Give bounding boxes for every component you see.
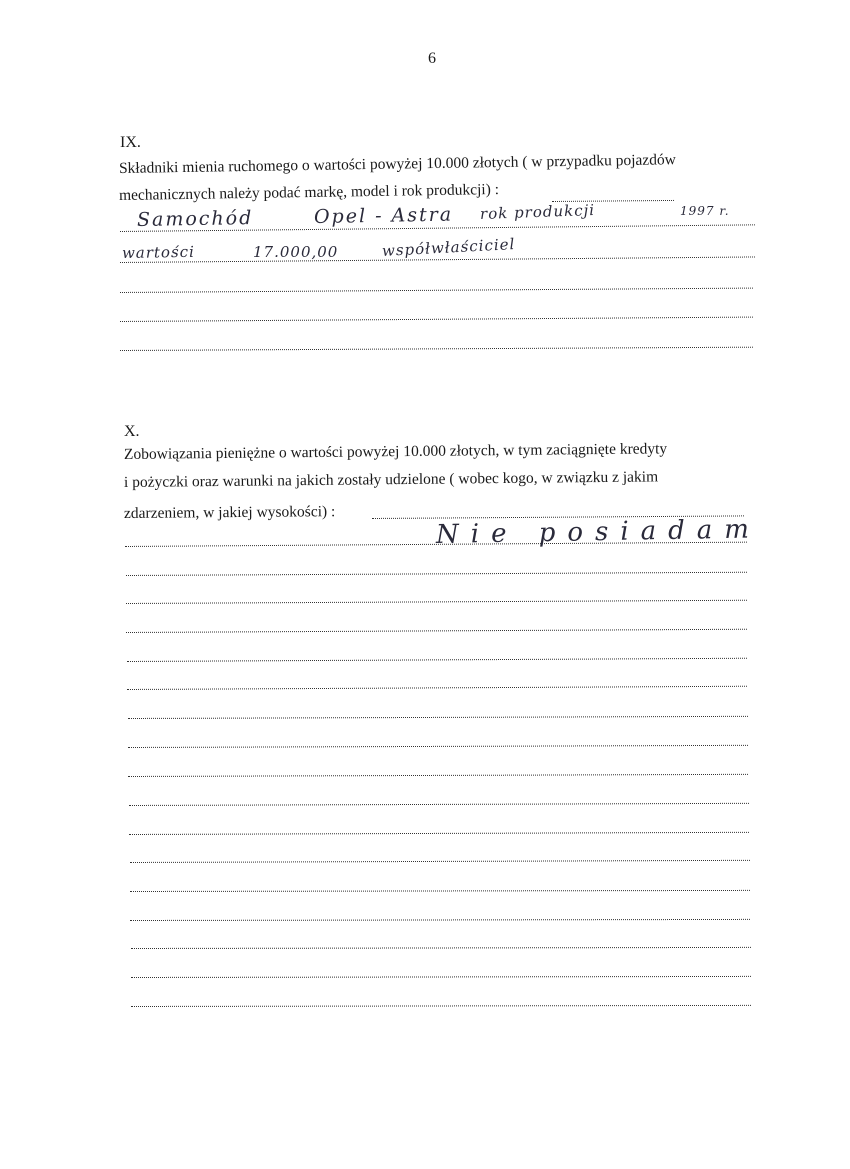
section-ix-text-line-1: Składniki mienia ruchomego o wartości powyżej 10.000 złotych ( w przypadku pojazdów [118, 151, 677, 177]
handwritten-year: 1997 r. [680, 204, 730, 218]
answer-dotted-line [131, 976, 751, 978]
section-ix-title: IX. [120, 134, 141, 151]
handwritten-value-label: wartości [121, 242, 196, 262]
answer-dotted-line [131, 947, 751, 949]
answer-dotted-line [120, 288, 753, 293]
answer-dotted-line [126, 629, 747, 633]
answer-dotted-line [128, 716, 748, 719]
section-x-title: X. [124, 423, 140, 440]
answer-dotted-line [129, 803, 749, 806]
handwritten-ownership: współwłaściciel [381, 235, 516, 260]
answer-dotted-line [120, 317, 753, 322]
section-x-text-line-1: Zobowiązania pieniężne o wartości powyżej 10.000 złotych, w tym zaciągnięte kredyty [123, 440, 668, 463]
section-ix-text-line-2: mechanicznych należy podać markę, model i rok produkcji) : [118, 181, 500, 204]
answer-dotted-line [120, 256, 755, 263]
answer-dotted-line [120, 347, 753, 351]
answer-dotted-line [131, 1005, 751, 1007]
page-number: 6 [428, 50, 436, 67]
handwritten-production-label: rok produkcji [479, 200, 596, 223]
answer-dotted-line [126, 572, 747, 576]
answer-dotted-line [130, 890, 750, 892]
answer-dotted-line [129, 832, 749, 835]
handwritten-answer: Nie posiadam [435, 514, 762, 550]
answer-dotted-line [127, 686, 747, 690]
answer-dotted-line [130, 860, 750, 863]
answer-dotted-line [130, 919, 750, 921]
handwritten-model: Opel - Astra [313, 203, 454, 228]
answer-dotted-line [128, 745, 748, 748]
answer-dotted-line [128, 774, 748, 777]
handwritten-value: 17.000,00 [253, 243, 339, 261]
handwritten-vehicle: Samochód [136, 206, 254, 231]
answer-dotted-line [127, 658, 747, 662]
section-x-text-line-2: i pożyczki oraz warunki na jakich zostały udzielone ( wobec kogo, w związku z jakim [123, 468, 659, 491]
section-x-text-line-3: zdarzeniem, w jakiej wysokości) : [123, 503, 336, 522]
answer-dotted-line [126, 600, 747, 604]
